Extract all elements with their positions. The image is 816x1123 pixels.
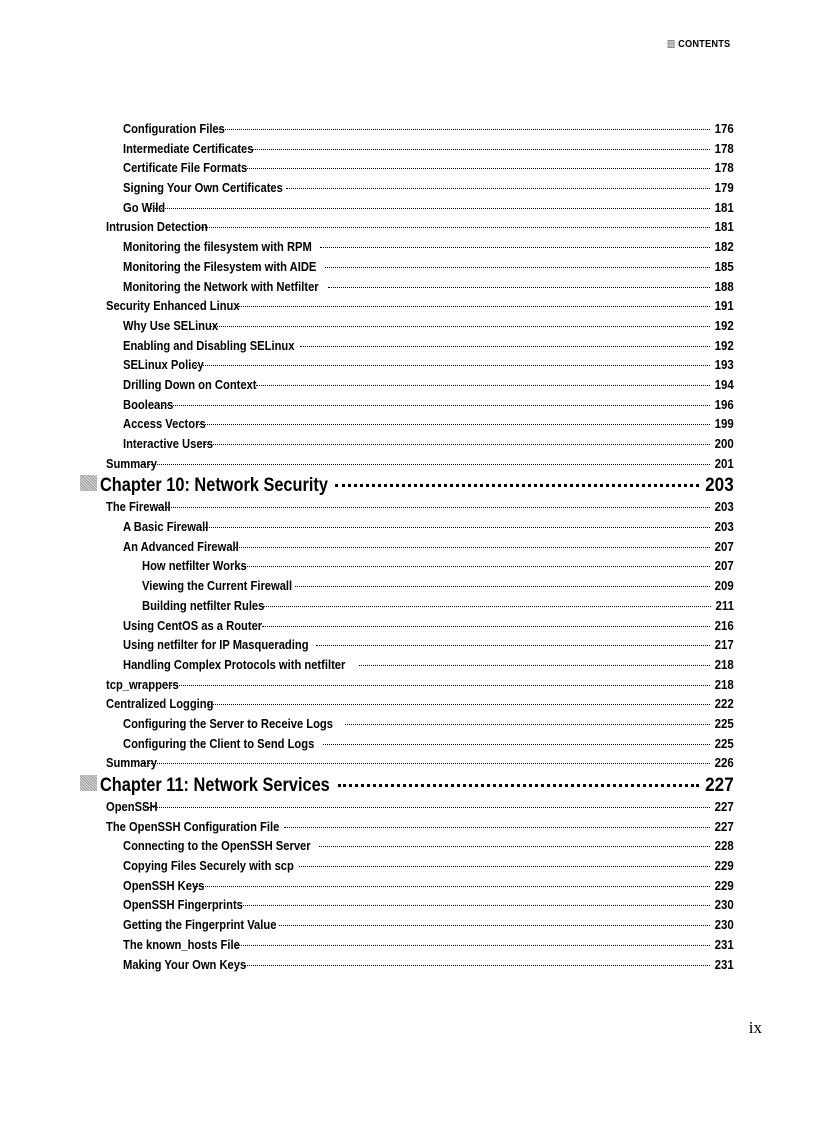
toc-entry[interactable]: [80, 338, 734, 358]
toc-entry-title: A Basic Firewall: [123, 519, 209, 535]
toc-entry-page: 194: [714, 376, 734, 392]
toc-entry-page: 185: [714, 258, 734, 274]
toc-entry[interactable]: [80, 755, 734, 775]
toc-entry-title: Summary: [106, 455, 157, 471]
dot-leader: [205, 444, 710, 445]
toc-entry-title: Go Wild: [123, 199, 166, 215]
toc-entry[interactable]: [80, 436, 734, 456]
dot-leader: [142, 464, 710, 465]
toc-entry-page: 181: [714, 219, 734, 235]
toc-entry-page: 218: [714, 676, 734, 692]
dot-leader: [328, 287, 710, 288]
dot-leader: [295, 586, 710, 587]
toc-entry-title: Chapter 11: Network Services: [100, 775, 330, 796]
dot-leader: [256, 385, 710, 386]
toc-entry-page: 201: [714, 455, 734, 471]
dot-leader: [197, 424, 711, 425]
toc-entry[interactable]: [80, 578, 734, 598]
toc-entry-title: OpenSSH Keys: [123, 877, 205, 893]
toc-entry[interactable]: [80, 799, 734, 819]
toc-entry-title: Chapter 10: Network Security: [100, 475, 328, 497]
toc-entry-title: OpenSSH Fingerprints: [123, 897, 243, 913]
dot-leader: [316, 645, 710, 646]
toc-entry[interactable]: [80, 200, 734, 220]
table-of-contents: [80, 121, 734, 976]
toc-entry-page: 199: [714, 416, 734, 432]
toc-entry[interactable]: [80, 838, 734, 858]
toc-entry-title: Drilling Down on Context: [123, 376, 257, 392]
toc-entry[interactable]: [80, 897, 734, 917]
toc-entry-title: Configuration Files: [123, 121, 225, 136]
dot-leader: [208, 704, 710, 705]
dot-leader: [345, 724, 711, 725]
toc-entry-title: Enabling and Disabling SELinux: [123, 337, 295, 353]
dot-leader: [286, 188, 710, 189]
toc-entry[interactable]: [80, 558, 734, 578]
dot-leader: [240, 905, 710, 906]
toc-entry[interactable]: [80, 618, 734, 638]
toc-entry-title: Building netfilter Rules: [142, 597, 265, 613]
toc-entry-title: The Firewall: [106, 499, 171, 515]
toc-entry-title: Access Vectors: [123, 416, 206, 432]
toc-entry-page: 217: [714, 637, 734, 653]
toc-entry[interactable]: [80, 637, 734, 657]
dot-leader: [320, 247, 710, 248]
dot-leader: [158, 507, 710, 508]
toc-entry-page: 227: [714, 799, 734, 814]
toc-entry[interactable]: [80, 416, 734, 436]
dot-leader: [159, 405, 710, 406]
toc-entry[interactable]: [80, 180, 734, 200]
toc-chapter-entry[interactable]: [80, 475, 734, 499]
chapter-marker-icon: [80, 475, 97, 491]
toc-chapter-entry[interactable]: [80, 775, 734, 799]
toc-entry-page: 229: [714, 877, 734, 893]
toc-entry-title: OpenSSH: [106, 799, 158, 814]
toc-entry-page: 230: [714, 897, 734, 913]
toc-entry[interactable]: [80, 957, 734, 977]
toc-entry-page: 181: [714, 199, 734, 215]
toc-entry-page: 178: [714, 140, 734, 156]
toc-entry-title: Getting the Fingerprint Value: [123, 917, 277, 933]
toc-entry-page: 179: [714, 180, 734, 196]
dot-leader: [244, 965, 710, 966]
page-number: ix: [748, 1018, 762, 1037]
dot-leader: [263, 606, 711, 607]
toc-entry-page: 196: [714, 396, 734, 412]
toc-entry-page: 225: [714, 735, 734, 751]
toc-entry[interactable]: [80, 357, 734, 377]
toc-entry[interactable]: [80, 598, 734, 618]
chapter-marker-icon: [80, 775, 97, 791]
toc-entry[interactable]: [80, 539, 734, 559]
dot-leader: [195, 886, 710, 887]
toc-entry[interactable]: [80, 519, 734, 539]
toc-entry[interactable]: [80, 219, 734, 239]
toc-entry-page: 207: [714, 538, 734, 554]
toc-entry-title: Connecting to the OpenSSH Server: [123, 838, 311, 854]
toc-entry-page: 227: [714, 818, 734, 834]
dot-leader: [211, 326, 710, 327]
section-marker-icon: [667, 40, 674, 48]
toc-entry[interactable]: [80, 677, 734, 697]
toc-entry-title: An Advanced Firewall: [123, 538, 239, 554]
toc-entry-title: Signing Your Own Certificates: [123, 180, 283, 196]
toc-entry-page: 222: [714, 696, 734, 712]
toc-entry[interactable]: [80, 298, 734, 318]
toc-entry-page: 176: [714, 121, 734, 136]
toc-entry[interactable]: [80, 377, 734, 397]
toc-entry-title: Summary: [106, 755, 157, 771]
toc-entry-title: tcp_wrappers: [106, 676, 179, 692]
dot-leader: [143, 807, 710, 808]
dot-leader: [167, 685, 710, 686]
toc-entry-title: Monitoring the Network with Netfilter: [123, 278, 319, 294]
dot-leader: [200, 527, 711, 528]
toc-entry[interactable]: [80, 279, 734, 299]
toc-entry[interactable]: [80, 736, 734, 756]
toc-entry-page: 227: [705, 775, 734, 796]
toc-entry[interactable]: [80, 696, 734, 716]
dot-leader: [236, 945, 710, 946]
toc-entry[interactable]: [80, 318, 734, 338]
toc-entry-page: 225: [714, 715, 734, 731]
toc-entry-title: Booleans: [123, 396, 174, 412]
toc-entry[interactable]: [80, 499, 734, 519]
dot-leader: [262, 626, 710, 627]
dot-leader: [284, 827, 710, 828]
dot-leader: [323, 744, 710, 745]
toc-entry-page: 192: [714, 317, 734, 333]
toc-entry-title: Intermediate Certificates: [123, 140, 254, 156]
toc-entry-title: Handling Complex Protocols with netfilter: [123, 656, 346, 672]
toc-entry-page: 230: [714, 917, 734, 933]
toc-entry-page: 216: [714, 617, 734, 633]
toc-entry-page: 203: [714, 519, 734, 535]
toc-entry-page: 231: [714, 936, 734, 952]
toc-entry-title: Certificate File Formats: [123, 160, 248, 176]
toc-entry-page: 203: [705, 475, 734, 497]
dot-leader: [150, 208, 711, 209]
toc-entry[interactable]: [80, 819, 734, 839]
toc-entry-page: 211: [715, 597, 734, 613]
toc-entry-page: 200: [714, 436, 734, 451]
toc-entry-title: Monitoring the Filesystem with AIDE: [123, 258, 317, 274]
toc-entry-page: 229: [714, 858, 734, 874]
toc-entry-title: Security Enhanced Linux: [106, 298, 240, 314]
toc-entry-page: 203: [714, 499, 734, 515]
toc-entry-title: Why Use SELinux: [123, 317, 219, 333]
toc-entry-page: 226: [714, 755, 734, 771]
dot-leader: [142, 763, 710, 764]
toc-entry[interactable]: [80, 937, 734, 957]
dot-leader: [252, 149, 710, 150]
running-head-text: CONTENTS: [677, 38, 730, 50]
toc-entry-title: Viewing the Current Firewall: [142, 578, 293, 594]
toc-entry-title: Copying Files Securely with scp: [123, 858, 294, 874]
toc-entry[interactable]: [80, 259, 734, 279]
toc-entry-title: Monitoring the filesystem with RPM: [123, 239, 312, 255]
toc-entry[interactable]: [80, 121, 734, 141]
dot-leader: [319, 846, 711, 847]
dot-leader: [245, 168, 710, 169]
dot-leader: [235, 547, 710, 548]
toc-entry[interactable]: [80, 239, 734, 259]
toc-entry[interactable]: [80, 397, 734, 417]
toc-entry-title: The OpenSSH Configuration File: [106, 818, 280, 834]
toc-entry-page: 207: [714, 558, 734, 574]
dot-leader: [300, 346, 710, 347]
dot-leader: [325, 267, 710, 268]
toc-entry[interactable]: [80, 917, 734, 937]
toc-entry[interactable]: [80, 858, 734, 878]
toc-entry[interactable]: [80, 456, 734, 476]
dot-leader: [335, 484, 699, 487]
toc-entry-title: Centralized Logging: [106, 696, 214, 712]
dot-leader: [359, 665, 710, 666]
toc-entry-title: Using netfilter for IP Masquerading: [123, 637, 309, 653]
toc-entry-page: 193: [714, 357, 734, 373]
toc-entry-title: Configuring the Server to Receive Logs: [123, 715, 333, 731]
toc-entry-title: How netfilter Works: [142, 558, 247, 574]
dot-leader: [338, 784, 700, 787]
toc-entry-page: 188: [714, 278, 734, 294]
toc-entry[interactable]: [80, 716, 734, 736]
toc-entry-title: Interactive Users: [123, 436, 214, 451]
toc-entry-title: Making Your Own Keys: [123, 956, 247, 972]
dot-leader: [201, 227, 710, 228]
toc-entry[interactable]: [80, 141, 734, 161]
toc-entry-title: Configuring the Client to Send Logs: [123, 735, 315, 751]
toc-entry-page: 182: [714, 239, 734, 255]
toc-entry-title: SELinux Policy: [123, 357, 204, 373]
toc-entry-page: 218: [714, 656, 734, 672]
dot-leader: [299, 866, 710, 867]
running-head: [667, 38, 730, 50]
toc-entry-page: 191: [714, 298, 734, 314]
toc-entry[interactable]: [80, 160, 734, 180]
toc-entry[interactable]: [80, 657, 734, 677]
toc-entry-page: 178: [714, 160, 734, 176]
dot-leader: [219, 129, 710, 130]
dot-leader: [194, 365, 710, 366]
dot-leader: [238, 306, 710, 307]
toc-entry-page: 209: [714, 578, 734, 594]
dot-leader: [242, 566, 710, 567]
toc-entry-title: The known_hosts File: [123, 936, 240, 952]
toc-entry-page: 192: [714, 337, 734, 353]
toc-entry-page: 231: [714, 956, 734, 972]
toc-entry-title: Using CentOS as a Router: [123, 617, 263, 633]
toc-entry-title: Intrusion Detection: [106, 219, 208, 235]
dot-leader: [279, 925, 710, 926]
toc-entry-page: 228: [714, 838, 734, 854]
toc-entry[interactable]: [80, 878, 734, 898]
